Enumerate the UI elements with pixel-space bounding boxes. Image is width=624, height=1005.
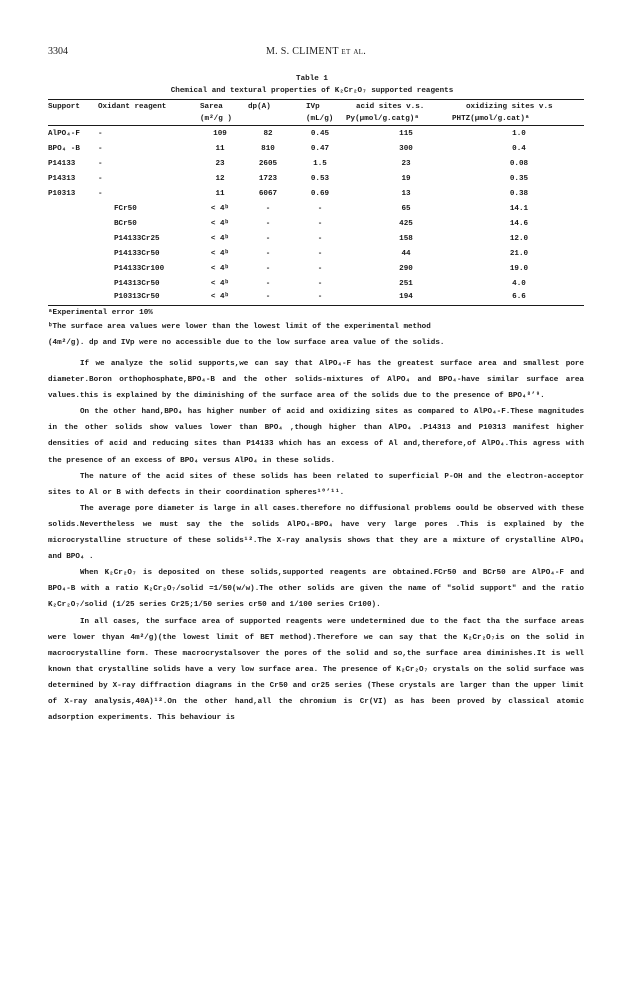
paragraph-acid-site-nature: The nature of the acid sites of these solids has been related to superficial P-OH and the electron-acceptor sites to Al or B with defects in their coordination spheres¹⁰’¹¹. — [48, 472, 584, 497]
table-bottom-rule — [48, 305, 584, 306]
table-cell-dp: - — [265, 280, 271, 288]
footnote-b-line2: (4m²/g). dp and IVp were no accessible due to the low surface area value of the solids. — [48, 339, 445, 347]
col-header-dp: dp(A) — [248, 103, 271, 111]
table-cell-acid-sites: 115 — [399, 130, 413, 138]
table-cell-oxidizing-sites: 14.6 — [509, 220, 529, 228]
table-cell-acid-sites: 300 — [399, 145, 413, 153]
table-cell-oxidant: P14133Cr25 — [114, 235, 160, 243]
paragraph-supported-reagents: When K₂Cr₂O₇ is deposited on these solids,supported reagents are obtained.FCr50 and BCr50 are AlPO₄-F and BPO₄-B with a ratio K₂Cr₂O₇/solid =1/50(w/w).The other solids are given the name of "solid support" and the ratio K₂Cr₂O₇/solid (1/25 series Cr25;1/50 series cr50 and 1/100 series Cr100). — [48, 569, 584, 610]
table-cell-ivp: 1.5 — [313, 160, 327, 168]
table-cell-support: AlPO₄-F — [48, 130, 80, 138]
col-header-support: Support — [48, 103, 80, 111]
table-cell-acid-sites: 158 — [399, 235, 413, 243]
col-header-oxidant: Oxidant reagent — [98, 103, 167, 111]
table-cell-sarea: 23 — [215, 160, 225, 168]
table-cell-acid-sites: 23 — [401, 160, 411, 168]
table-cell-ivp: 0.45 — [310, 130, 330, 138]
page-number: 3304 — [48, 46, 68, 57]
running-head — [48, 46, 584, 60]
table-cell-ivp: - — [317, 265, 323, 273]
table-cell-ivp: - — [317, 293, 323, 301]
table-cell-dp: 6067 — [258, 190, 278, 198]
paragraph-acid-oxidizing-sites: On the other hand,BPO₄ has higher number of acid and oxidizing sites as compared to AlPO₄-F.These magnitudes in the other solids show values lower than BPO₄ ,though higher than AlPO₄ .P14313 and P10313 manifest higher densities of acid and reducing sites than P14133 which has an excess of Al and,therefore,of AlPO₄.This agress with the presence of an excess of BPO₄ versus AlPO₄ in these solids. — [48, 408, 584, 465]
table-cell-ivp: - — [317, 235, 323, 243]
table-cell-dp: 82 — [263, 130, 273, 138]
running-head-author: M. S. CLIMENT et al. — [265, 46, 367, 57]
table-cell-ivp: - — [317, 250, 323, 258]
table-cell-oxidizing-sites: 19.0 — [509, 265, 529, 273]
table-header-rule — [48, 125, 584, 126]
table-cell-ivp: - — [317, 280, 323, 288]
body-text — [48, 356, 584, 726]
table-cell-oxidant: P10313Cr50 — [114, 293, 160, 301]
table-cell-oxidant: BCr50 — [114, 220, 137, 228]
table-top-rule — [48, 99, 584, 100]
table-cell-sarea: < 4ᵇ — [210, 265, 230, 273]
table-cell-sarea: < 4ᵇ — [210, 280, 230, 288]
table-cell-oxidizing-sites: 0.08 — [509, 160, 529, 168]
table-cell-support: P14133 — [48, 160, 76, 168]
table-cell-oxidizing-sites: 12.0 — [509, 235, 529, 243]
table-cell-oxidizing-sites: 0.4 — [512, 145, 526, 153]
table-cell-dp: - — [265, 250, 271, 258]
table-cell-oxidant: FCr50 — [114, 205, 137, 213]
table-cell-sarea: 12 — [215, 175, 225, 183]
col-header-oxidizing-sites: oxidizing sites v.s — [466, 103, 553, 111]
table-cell-dp: 810 — [261, 145, 275, 153]
table-cell-acid-sites: 251 — [399, 280, 413, 288]
table-cell-oxidant: P14133Cr50 — [114, 250, 160, 258]
table-title: Table 1 — [296, 75, 328, 83]
table-cell-sarea: 11 — [215, 190, 225, 198]
table-cell-support: P10313 — [48, 190, 76, 198]
col-header-ivp: IVp — [306, 103, 320, 111]
table-cell-acid-sites: 425 — [399, 220, 413, 228]
table-cell-sarea: < 4ᵇ — [210, 235, 230, 243]
table-cell-dp: 2605 — [258, 160, 278, 168]
table-cell-oxidizing-sites: 6.6 — [512, 293, 526, 301]
col-header-sarea: Sarea — [200, 103, 223, 111]
table-cell-dp: - — [265, 265, 271, 273]
table-cell-oxidizing-sites: 0.35 — [509, 175, 529, 183]
table-cell-support: P14313 — [48, 175, 76, 183]
col-header-acid-sites: acid sites v.s. — [356, 103, 425, 111]
table-cell-sarea: 11 — [215, 145, 225, 153]
table-cell-oxidizing-sites: 4.0 — [512, 280, 526, 288]
table-cell-oxidizing-sites: 1.0 — [512, 130, 526, 138]
footnote-b-line1: ᵇThe surface area values were lower than the lowest limit of the experimental method — [48, 323, 431, 331]
table-cell-sarea: < 4ᵇ — [210, 250, 230, 258]
table-cell-acid-sites: 19 — [401, 175, 411, 183]
paragraph-pore-diameter: The average pore diameter is large in all cases.therefore no diffusional problems oould be observed with these solids.Nevertheless we must say the the solids AlPO₄-BPO₄ have very large pores .This is explained by the microcrystalline structure of these solids¹².The X-ray analysis shows that they are a mixture of crystalline AlPO₄ and BPO₄ . — [48, 504, 584, 562]
table-cell-dp: - — [265, 205, 271, 213]
table-cell-sarea: < 4ᵇ — [210, 220, 230, 228]
table-cell-ivp: - — [317, 220, 323, 228]
table-cell-oxidizing-sites: 14.1 — [509, 205, 529, 213]
table-cell-sarea: 109 — [213, 130, 227, 138]
col-subheader-ivp-unit: (mL/g) — [306, 115, 334, 123]
table-cell-oxidizing-sites: 21.0 — [509, 250, 529, 258]
table-cell-ivp: 0.69 — [310, 190, 330, 198]
table-cell-dp: - — [265, 220, 271, 228]
table-cell-dp: 1723 — [258, 175, 278, 183]
table-cell-dp: - — [265, 293, 271, 301]
table-cell-acid-sites: 65 — [401, 205, 411, 213]
table-cell-oxidant: - — [98, 130, 103, 138]
table-cell-acid-sites: 290 — [399, 265, 413, 273]
table-cell-oxidant: - — [98, 175, 103, 183]
table-cell-oxidant: P14313Cr50 — [114, 280, 160, 288]
table-cell-dp: - — [265, 235, 271, 243]
col-subheader-oxidizing-unit: PHTZ(µmol/g.cat)ᵃ — [452, 115, 530, 123]
table-cell-ivp: 0.53 — [310, 175, 330, 183]
table-cell-oxidant: - — [98, 145, 103, 153]
table-cell-oxidant: P14133Cr100 — [114, 265, 165, 273]
paragraph-solid-supports: If we analyze the solid supports,we can say that AlPO₄-F has the greatest surface area and smallest pore diameter.Boron orthophosphate,BPO₄-B and the other solids-mixtures of AlPO₄ and BPO₄-have similar surface area values.this is explained by the diminishing of the surface area of the solids due to the presence of BPO₄⁸’⁹. — [48, 360, 584, 401]
table-cell-acid-sites: 13 — [401, 190, 411, 198]
table-cell-oxidant: - — [98, 160, 103, 168]
table-cell-sarea: < 4ᵇ — [210, 205, 230, 213]
table-cell-ivp: 0.47 — [310, 145, 330, 153]
table-cell-ivp: - — [317, 205, 323, 213]
table-cell-support: BPO₄ -B — [48, 145, 80, 153]
table-caption: Chemical and textural properties of K₂Cr₂O₇ supported reagents — [170, 87, 454, 95]
footnote-a: ᵃExperimental error 10% — [48, 309, 153, 317]
table-cell-acid-sites: 194 — [399, 293, 413, 301]
table-cell-acid-sites: 44 — [401, 250, 411, 258]
col-subheader-sarea-unit: (m²/g ) — [200, 115, 232, 123]
table-cell-oxidant: - — [98, 190, 103, 198]
table-cell-sarea: < 4ᵇ — [210, 293, 230, 301]
table-cell-oxidizing-sites: 0.38 — [509, 190, 529, 198]
paragraph-surface-area: In all cases, the surface area of supported reagents were undetermined due to the fact tha the surface areas were lower thyan 4m²/g)(the lowest limit of BET method).Therefore we can say that the K₂Cr₂O₇is on the solid in macrocrystalline form. These macrocrystalsover the pores of the solid and so,the surface area diminishes.It is well known that crystalline solids have a very low surface area. The presence of K₂Cr₂O₇ crystals on the solid surface was determined by X-ray diffraction diagrams in the Cr50 and cr25 series (These crystals are larger than the upper limit of X-ray analysis,40A)¹².On the other hand,all the chromium is Cr(VI) as has been proved by classical atomic adsorption experiments. This behaviour is — [48, 617, 584, 723]
col-subheader-acid-unit: Py(µmol/g.catg)ᵃ — [346, 115, 419, 123]
